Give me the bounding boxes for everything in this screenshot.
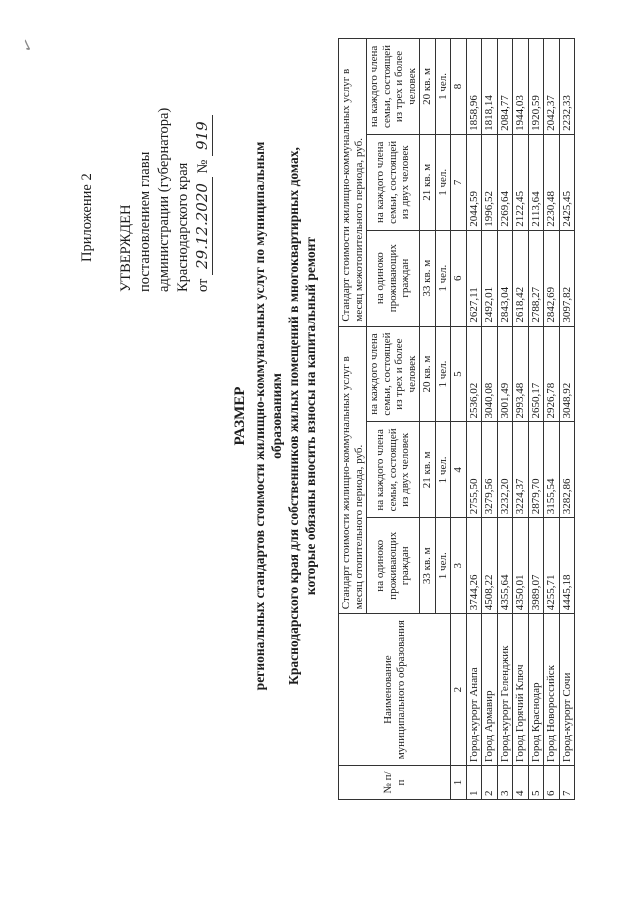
title-line-3: которые обязаны вносить взносы на капитальный ремонт <box>303 236 318 596</box>
value-cell: 2113,64 <box>528 134 544 230</box>
persons-1: 1 чел. <box>435 518 451 614</box>
approval-line-1: постановлением главы <box>137 151 153 292</box>
municipality-name: Город-курорт Сочи <box>559 614 575 766</box>
value-cell: 2627,11 <box>466 230 482 326</box>
group-header-nonheating: Стандарт стоимости жилищно-коммунальных услуг в месяц межотопительного периода, руб. <box>339 39 367 327</box>
value-cell: 4350,01 <box>513 518 529 614</box>
value-cell: 3155,54 <box>544 422 560 518</box>
area-two-heating: 21 кв. м <box>420 422 436 518</box>
persons-5: 1 чел. <box>435 134 451 230</box>
persons-3: 1 чел. <box>435 326 451 422</box>
standards-table <box>338 38 575 800</box>
value-cell: 2650,17 <box>528 326 544 422</box>
row-number: 4 <box>513 766 529 800</box>
persons-6: 1 чел. <box>435 39 451 135</box>
value-cell: 2425,45 <box>559 134 575 230</box>
municipality-name: Город Новороссийск <box>544 614 560 766</box>
persons-2: 1 чел. <box>435 422 451 518</box>
value-cell: 3744,26 <box>466 518 482 614</box>
table-row <box>482 39 498 800</box>
row-number: 1 <box>466 766 482 800</box>
subheader-three-nonheating: на каждого члена семьи, состоящей из трех и более человек <box>367 39 420 135</box>
value-cell: 3989,07 <box>528 518 544 614</box>
value-cell: 2269,64 <box>497 134 513 230</box>
value-cell: 3224,37 <box>513 422 529 518</box>
from-prefix: от <box>195 278 211 292</box>
handwritten-number: 919 <box>193 115 213 156</box>
municipality-name: Город Краснодар <box>528 614 544 766</box>
col-header-number: № п/п <box>339 766 451 800</box>
table-row <box>497 39 513 800</box>
value-cell: 2536,02 <box>466 326 482 422</box>
col-index: 6 <box>451 230 467 326</box>
table-row <box>544 39 560 800</box>
handwritten-date: 29.12.2020 <box>193 177 213 275</box>
value-cell: 2788,27 <box>528 230 544 326</box>
municipality-name: Город-курорт Геленджик <box>497 614 513 766</box>
value-cell: 2926,78 <box>544 326 560 422</box>
title-main: РАЗМЕР <box>232 386 248 446</box>
area-single-heating: 33 кв. м <box>420 518 436 614</box>
municipality-name: Город-курорт Анапа <box>466 614 482 766</box>
value-cell: 3097,82 <box>559 230 575 326</box>
value-cell: 4508,22 <box>482 518 498 614</box>
value-cell: 1858,96 <box>466 39 482 135</box>
approval-block <box>78 22 213 292</box>
approval-date-line <box>193 22 213 292</box>
number-prefix: № <box>195 159 211 174</box>
col-index: 2 <box>451 614 467 766</box>
approved-label: УТВЕРЖДЕН <box>118 204 134 292</box>
value-cell: 2232,33 <box>559 39 575 135</box>
value-cell: 3048,92 <box>559 326 575 422</box>
value-cell: 2755,50 <box>466 422 482 518</box>
value-cell: 2993,48 <box>513 326 529 422</box>
value-cell: 4355,64 <box>497 518 513 614</box>
value-cell: 1996,52 <box>482 134 498 230</box>
value-cell: 1818,14 <box>482 39 498 135</box>
table-row <box>528 39 544 800</box>
title-line-2: Краснодарского края для собственников жилых помещений в многоквартирных домах, <box>286 147 301 685</box>
row-number: 6 <box>544 766 560 800</box>
value-cell: 4445,18 <box>559 518 575 614</box>
col-index: 3 <box>451 518 467 614</box>
municipality-name: Город Армавир <box>482 614 498 766</box>
table-row <box>559 39 575 800</box>
approval-line-3: Краснодарского края <box>175 162 191 292</box>
value-cell: 2843,04 <box>497 230 513 326</box>
subheader-single-heating: на одиноко проживающих граждан <box>367 518 420 614</box>
area-single-nonheating: 33 кв. м <box>420 230 436 326</box>
value-cell: 2618,42 <box>513 230 529 326</box>
row-number: 3 <box>497 766 513 800</box>
col-header-name: Наименование муниципального образования <box>339 614 451 766</box>
table-row <box>513 39 529 800</box>
value-cell: 3282,86 <box>559 422 575 518</box>
col-index: 7 <box>451 134 467 230</box>
area-three-heating: 20 кв. м <box>420 326 436 422</box>
subheader-single-nonheating: на одиноко проживающих граждан <box>367 230 420 326</box>
area-three-nonheating: 20 кв. м <box>420 39 436 135</box>
value-cell: 2042,37 <box>544 39 560 135</box>
title-line-1: региональных стандартов стоимости жилищно-коммунальных услуг по муниципальным образованиям <box>252 141 284 691</box>
value-cell: 3279,56 <box>482 422 498 518</box>
subheader-two-heating: на каждого члена семьи, состоящей из двух человек <box>367 422 420 518</box>
approval-line-2: администрации (губернатора) <box>156 107 172 292</box>
value-cell: 1920,59 <box>528 39 544 135</box>
group-header-heating: Стандарт стоимости жилищно-коммунальных услуг в месяц отопительного периода, руб. <box>339 326 367 614</box>
subheader-two-nonheating: на каждого члена семьи, состоящей из двух человек <box>367 134 420 230</box>
value-cell: 2879,70 <box>528 422 544 518</box>
value-cell: 1944,03 <box>513 39 529 135</box>
scan-mark-icon: ✓ <box>17 35 40 56</box>
municipality-name: Город Горячий Ключ <box>513 614 529 766</box>
col-index: 1 <box>451 766 467 800</box>
row-number: 5 <box>528 766 544 800</box>
col-index: 5 <box>451 326 467 422</box>
col-index: 8 <box>451 39 467 135</box>
value-cell: 2122,45 <box>513 134 529 230</box>
value-cell: 4255,71 <box>544 518 560 614</box>
col-index: 4 <box>451 422 467 518</box>
value-cell: 2230,48 <box>544 134 560 230</box>
value-cell: 3232,20 <box>497 422 513 518</box>
appendix-label: Приложение 2 <box>79 173 95 262</box>
value-cell: 2492,01 <box>482 230 498 326</box>
area-two-nonheating: 21 кв. м <box>420 134 436 230</box>
row-number: 7 <box>559 766 575 800</box>
persons-4: 1 чел. <box>435 230 451 326</box>
table-row <box>466 39 482 800</box>
document-title <box>232 136 319 696</box>
value-cell: 3040,08 <box>482 326 498 422</box>
value-cell: 3001,49 <box>497 326 513 422</box>
value-cell: 2084,77 <box>497 39 513 135</box>
value-cell: 2044,59 <box>466 134 482 230</box>
subheader-three-heating: на каждого члена семьи, состоящей из трех и более человек <box>367 326 420 422</box>
column-index-row <box>451 39 467 800</box>
value-cell: 2842,69 <box>544 230 560 326</box>
row-number: 2 <box>482 766 498 800</box>
